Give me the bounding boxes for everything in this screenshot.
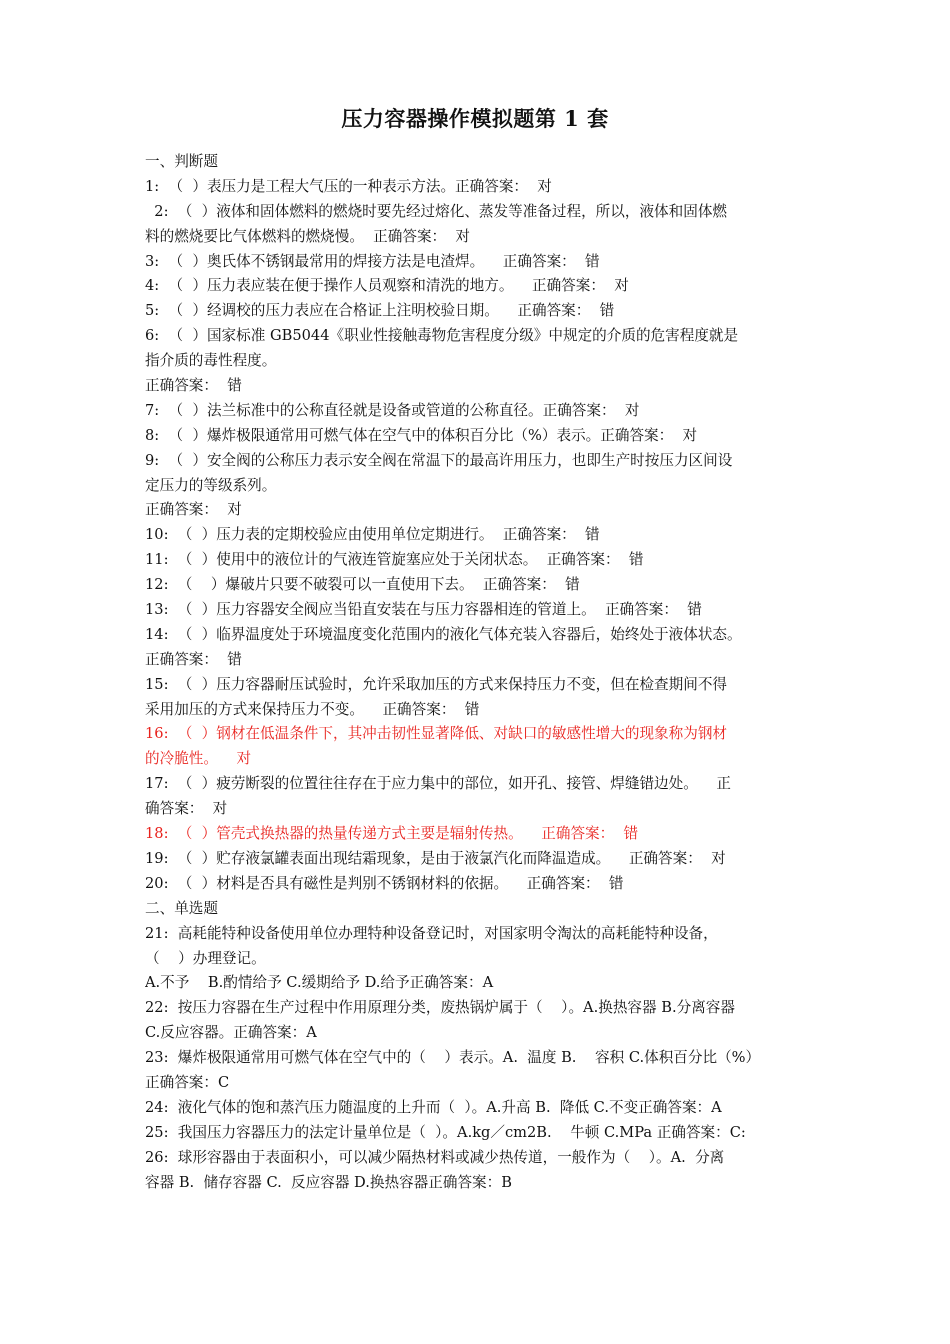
text-line: 定压力的等级系列。	[145, 476, 277, 494]
text-line: 13: （ ）压力容器安全阀应当铅直安装在与压力容器相连的管道上。 正确答案： 错	[145, 601, 702, 619]
text-line: 6: （ ）国家标准 GB5044《职业性接触毒物危害程度分级》中规定的介质的危害程度就是	[145, 327, 739, 345]
text-line: 19: （ ）贮存液氯罐表面出现结霜现象，是由于液氯汽化而降温造成。 正确答案： 对	[145, 849, 726, 867]
text-line: 8: （ ）爆炸极限通常用可燃气体在空气中的体积百分比（%）表示。正确答案： 对	[145, 426, 698, 444]
text-line: 14: （ ）临界温度处于环境温度变化范围内的液化气体充装入容器后，始终处于液体状态。	[145, 625, 742, 643]
text-line: 15: （ ）压力容器耐压试验时，允许采取加压的方式来保持压力不变，但在检查期间不得	[145, 675, 728, 693]
text-line: 26: 球形容器由于表面积小，可以减少隔热材料或减少热传道，一般作为（ ）。A. 分离	[145, 1148, 725, 1166]
text-line: 16: （ ）钢材在低温条件下，其冲击韧性显著降低、对缺口的敏感性增大的现象称为钢材	[145, 725, 728, 743]
text-line: 20: （ ）材料是否具有磁性是判别不锈钢材料的依据。 正确答案： 错	[145, 874, 624, 892]
text-line: 4: （ ）压力表应装在便于操作人员观察和清洗的地方。 正确答案： 对	[145, 277, 629, 295]
text-line: 指介质的毒性程度。	[145, 352, 277, 370]
document-body	[145, 150, 813, 1195]
text-line: 二、单选题	[145, 899, 218, 917]
text-line: C.反应容器。正确答案：A	[145, 1024, 317, 1042]
text-line: 一、判断题	[145, 153, 218, 170]
text-line: 正确答案： 错	[145, 377, 242, 395]
text-line: 的冷脆性。 对	[145, 750, 252, 768]
text-line: （ ）办理登记。	[145, 949, 266, 967]
document-title: 压力容器操作模拟题第 1 套	[341, 106, 609, 131]
text-line: A.不予 B.酌情给予 C.缓期给予 D.给予正确答案：A	[145, 974, 494, 992]
text-line: 正确答案： 对	[145, 501, 242, 519]
text-line: 1: （ ）表压力是工程大气压的一种表示方法。正确答案： 对	[145, 177, 552, 195]
text-line: 确答案： 对	[145, 800, 228, 818]
text-line: 料的燃烧要比气体燃料的燃烧慢。 正确答案： 对	[145, 227, 471, 245]
text-line: 容器 B. 储存容器 C. 反应容器 D.换热容器正确答案：B	[145, 1173, 512, 1191]
text-line: 24: 液化气体的饱和蒸汽压力随温度的上升而（ ）。A.升高 B. 降低 C.不变正确答案：A	[145, 1098, 722, 1116]
text-line: 2: （ ）液体和固体燃料的燃烧时要先经过熔化、蒸发等准备过程，所以，液体和固体燃	[145, 202, 728, 220]
text-line: 10: （ ）压力表的定期校验应由使用单位定期进行。 正确答案： 错	[145, 526, 600, 544]
text-line: 12: （ ）爆破片只要不破裂可以一直使用下去。 正确答案： 错	[145, 576, 580, 594]
text-line: 采用加压的方式来保持压力不变。 正确答案： 错	[145, 700, 480, 718]
text-line: 7: （ ）法兰标准中的公称直径就是设备或管道的公称直径。正确答案： 对	[145, 401, 640, 419]
text-line: 23: 爆炸极限通常用可燃气体在空气中的（ ）表示。A. 温度 B. 容积 C.体积百分比（%）	[145, 1049, 761, 1067]
text-line: 11: （ ）使用中的液位计的气液连管旋塞应处于关闭状态。 正确答案： 错	[145, 551, 644, 569]
text-line: 17: （ ）疲劳断裂的位置往往存在于应力集中的部位，如开孔、接管、焊缝错边处。 正	[145, 775, 731, 793]
text-line: 3: （ ）奥氏体不锈钢最常用的焊接方法是电渣焊。 正确答案： 错	[145, 252, 600, 270]
text-line: 正确答案： 错	[145, 650, 242, 668]
text-line: 21: 高耗能特种设备使用单位办理特种设备登记时，对国家明令淘汰的高耗能特种设备，	[145, 924, 718, 942]
text-line: 5: （ ）经调校的压力表应在合格证上注明校验日期。 正确答案： 错	[145, 302, 615, 320]
text-line: 22: 按压力容器在生产过程中作用原理分类，废热锅炉属于（ ）。A.换热容器 B.分离容器	[145, 999, 735, 1017]
text-line: 25: 我国压力容器压力的法定计量单位是（ ）。A.kg／cm2B. 牛顿 C.MPa 正确答案：C:	[145, 1123, 746, 1141]
text-line: 18: （ ）管壳式换热器的热量传递方式主要是辐射传热。 正确答案： 错	[145, 825, 639, 843]
text-line: 9: （ ）安全阀的公称压力表示安全阀在常温下的最高许用压力，也即生产时按压力区间设	[145, 451, 733, 469]
text-line: 正确答案：C	[145, 1073, 230, 1091]
